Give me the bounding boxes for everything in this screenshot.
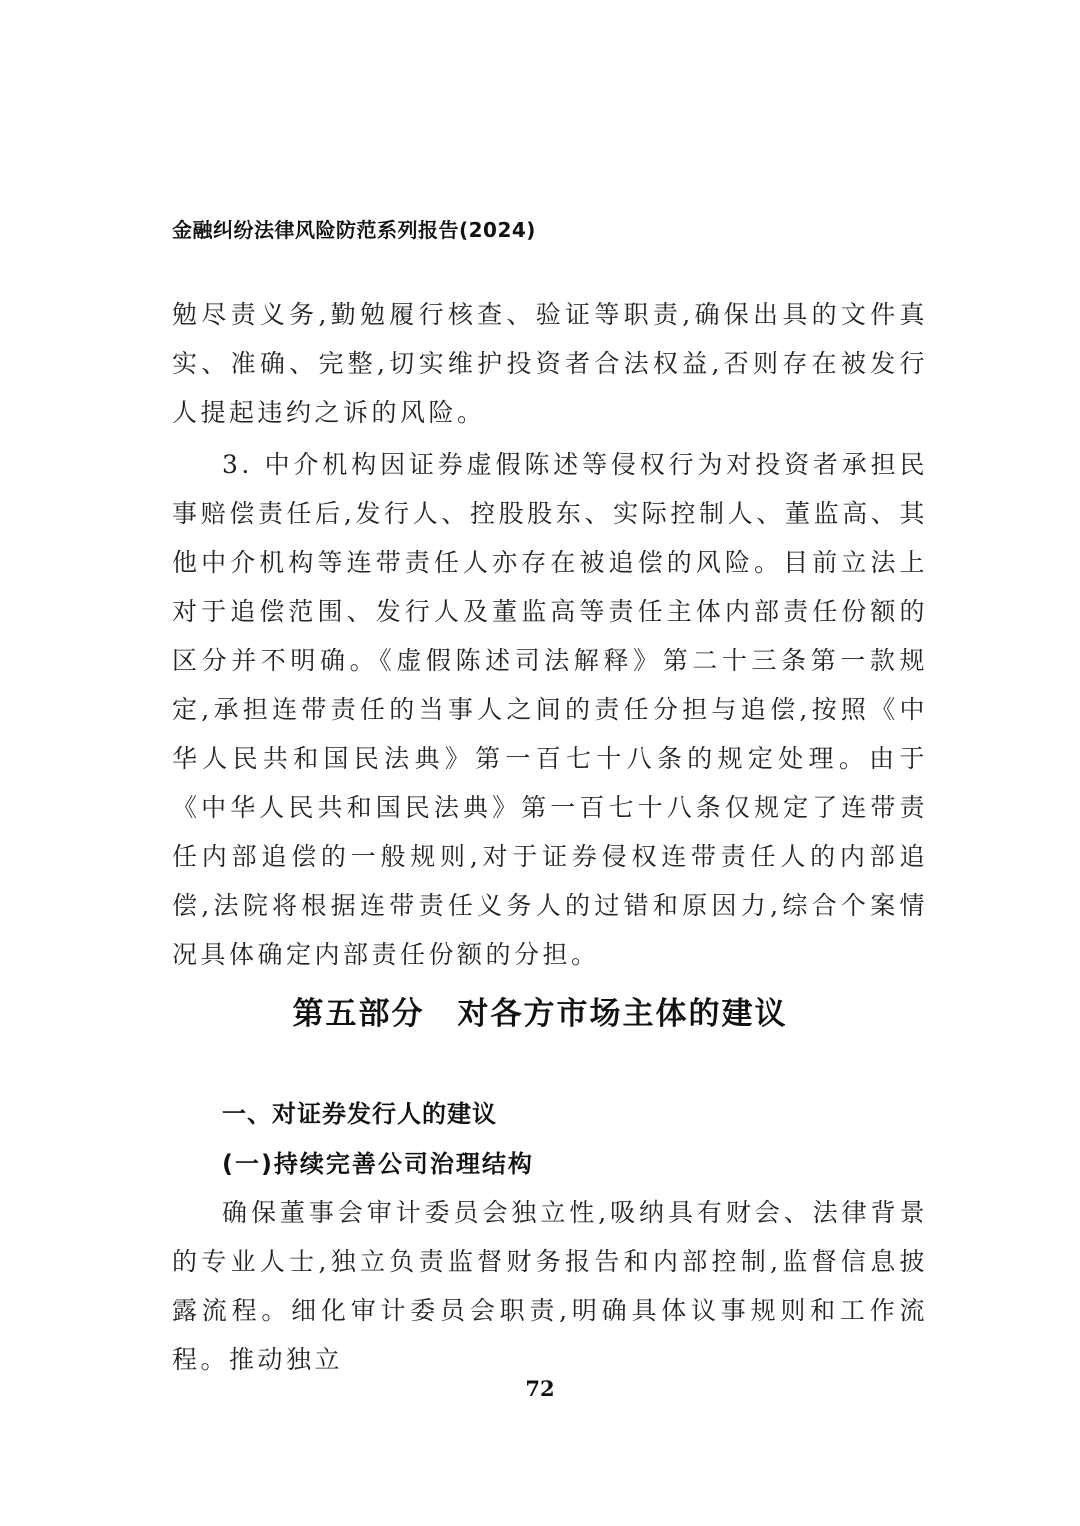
paragraph-item-3: 3. 中介机构因证券虚假陈述等侵权行为对投资者承担民事赔偿责任后,发行人、控股股东、实际控制人、董监高、其他中介机构等连带责任人亦存在被追偿的风险。目前立法上对于追偿范围、发行人及董监高等责任主体内部责任份额的区分并不明确。《虚假陈述司法解释》第二十三条第一款规定,承担连带责任的当事人之间的责任分担与追偿,按照《中华人民共和国民法典》第一百七十八条的规定处理。由于《中华人民共和国民法典》第一百七十八条仅规定了连带责任内部追偿的一般规则,对于证券侵权连带责任人的内部追偿,法院将根据连带责任义务人的过错和原因力,综合个案情况具体确定内部责任份额的分担。 [172, 450, 928, 969]
running-header: 金融纠纷法律风险防范系列报告(2024) [172, 218, 536, 242]
paragraph-governance: 确保董事会审计委员会独立性,吸纳具有财会、法律背景的专业人士,独立负责监督财务报告和内部控制,监督信息披露流程。细化审计委员会职责,明确具体议事规则和工作流程。推动独立 [172, 1198, 928, 1374]
subsection-heading: (一)持续完善公司治理结构 [222, 1150, 534, 1178]
section-heading: 一、对证券发行人的建议 [222, 1100, 497, 1128]
part-title: 第五部分 对各方市场主体的建议 [292, 996, 788, 1032]
page-number: 72 [525, 1376, 555, 1401]
paragraph-continuation: 勉尽责义务,勤勉履行核查、验证等职责,确保出具的文件真实、准确、完整,切实维护投资者合法权益,否则存在被发行人提起违约之诉的风险。 [172, 300, 928, 427]
